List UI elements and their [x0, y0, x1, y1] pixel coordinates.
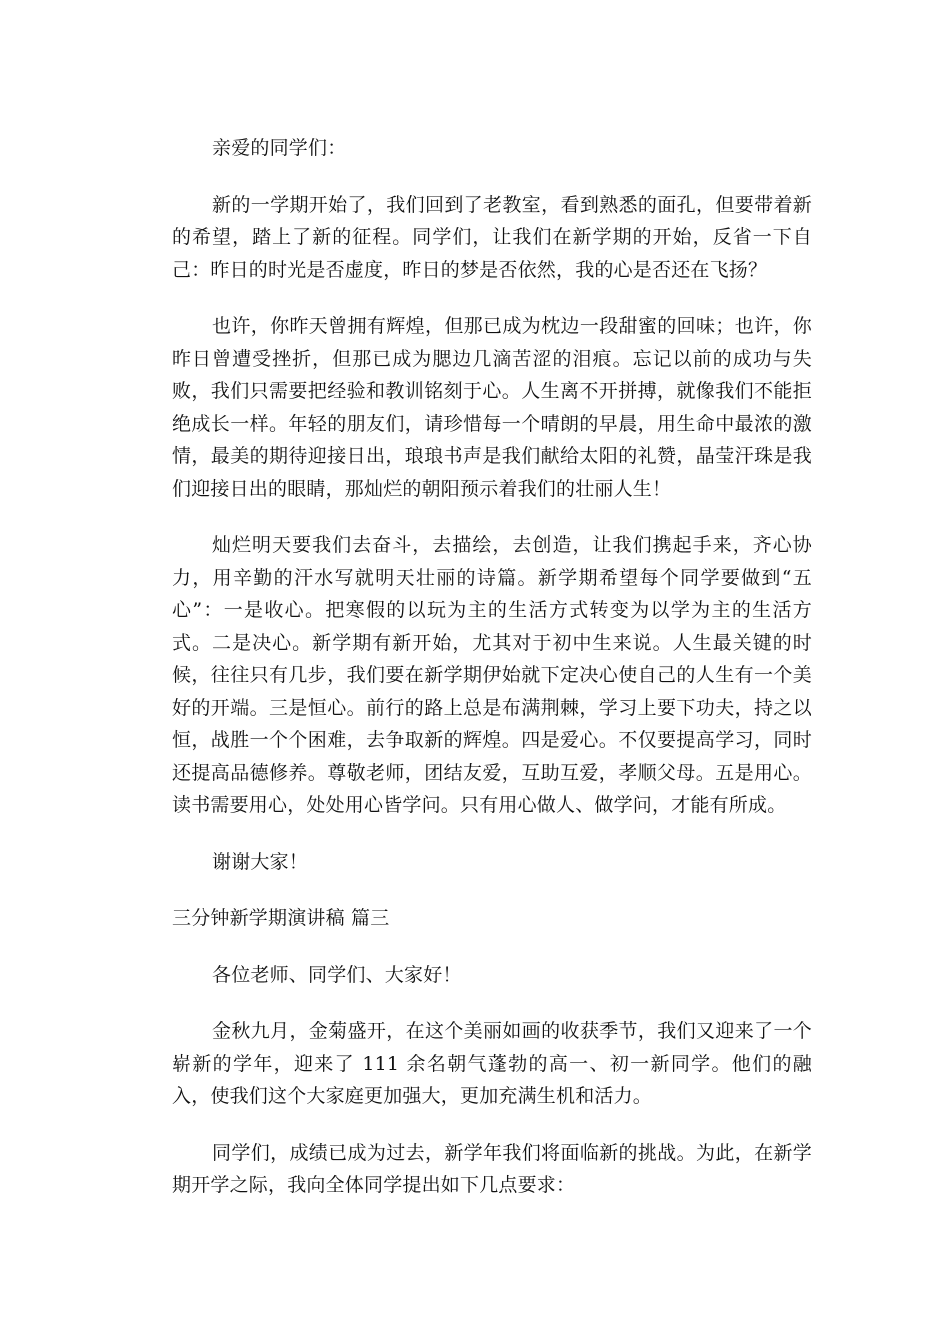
closing-thanks: 谢谢大家！ [212, 850, 309, 873]
salutation: 亲爱的同学们： [212, 137, 347, 159]
paragraph: 同学们，成绩已成为过去，新学年我们将面临新的挑战。为此，在新学期开学之际，我向全体同学提出如下几点要求： [172, 1141, 812, 1196]
document-body [172, 132, 812, 1226]
paragraph: 金秋九月，金菊盛开，在这个美丽如画的收获季节，我们又迎来了一个崭新的学年，迎来了 111 余名朝气蓬勃的高一、初一新同学。他们的融入，使我们这个大家庭更加强大，更加充满生机和活力。 [172, 1020, 812, 1107]
paragraph: 灿烂明天要我们去奋斗，去描绘，去创造，让我们携起手来，齐心协力，用辛勤的汗水写就明天壮丽的诗篇。新学期希望每个同学要做到“五心”：一是收心。把寒假的以玩为主的生活方式转变为以学为主的生活方式。二是决心。新学期有新开始，尤其对于初中生来说。人生最关键的时候，往往只有几步，我们要在新学期伊始就下定决心使自己的人生有一个美好的开端。三是恒心。前行的路上总是布满荆棘，学习上要下功夫，持之以恒，战胜一个个困难，去争取新的辉煌。四是爱心。不仅要提高学习，同时还提高品德修养。尊敬老师，团结友爱，互助互爱，孝顺父母。五是用心。读书需要用心，处处用心皆学问。只有用心做人、做学问，才能有所成。 [172, 534, 812, 816]
greeting: 各位老师、同学们、大家好！ [212, 963, 462, 986]
section-title: 三分钟新学期演讲稿 篇三 [172, 907, 390, 929]
paragraph: 新的一学期开始了，我们回到了老教室，看到熟悉的面孔，但要带着新的希望，踏上了新的征程。同学们，让我们在新学期的开始，反省一下自己：昨日的时光是否虚度，昨日的梦是否依然，我的心是否还在飞扬？ [172, 193, 812, 281]
paragraph: 也许，你昨天曾拥有辉煌，但那已成为枕边一段甜蜜的回味；也许，你昨日曾遭受挫折，但那已成为腮边几滴苦涩的泪痕。忘记以前的成功与失败，我们只需要把经验和教训铭刻于心。人生离不开拼搏，就像我们不能拒绝成长一样。年轻的朋友们，请珍惜每一个晴朗的早晨，用生命中最浓的激情，最美的期待迎接日出，琅琅书声是我们献给太阳的礼赞，晶莹汗珠是我们迎接日出的眼睛，那灿烂的朝阳预示着我们的壮丽人生！ [172, 315, 812, 500]
